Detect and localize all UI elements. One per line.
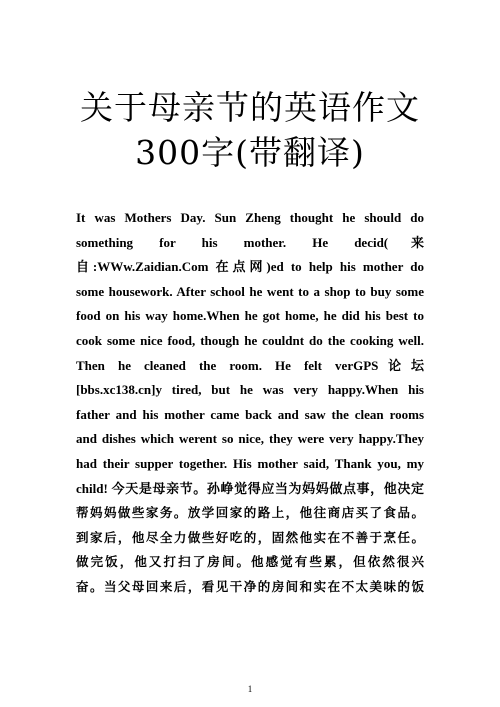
body-line: cook some nice food, though he couldnt do the cooking well. [76,332,424,348]
body-line: 自:WWw.Zaidian.Com 在点网)ed to help his mother do [76,259,424,275]
essay-body [76,206,424,600]
body-line: and dishes which werent so nice, they were very happy.They [76,431,424,447]
body-line: child! 今天是母亲节。孙峥觉得应当为妈妈做点事，他决定 [76,480,424,496]
body-line: 做完饭，他又打扫了房间。他感觉有些累，但依然很兴 [76,554,424,570]
body-line: father and his mother came back and saw the clean rooms [76,406,424,422]
document-title-line-1: 关于母亲节的英语作文 [80,88,420,127]
body-line: It was Mothers Day. Sun Zheng thought he should do [76,210,424,225]
body-line: something for his mother. He decid(来 [76,234,424,250]
body-line: 到家后，他尽全力做些好吃的，固然他实在不善于烹任。 [76,529,424,545]
body-line: food on his way home.When he got home, he did his best to [76,308,424,324]
document-title-line-2: 300字(带翻译) [135,133,365,172]
body-line: Then he cleaned the room. He felt verGPS论坛 [76,357,424,373]
page-number: 1 [247,684,253,694]
body-line: [bbs.xc138.cn]y tired, but he was very happy.When his [76,382,424,398]
body-line: had their supper together. His mother said, Thank you, my [76,455,424,471]
body-line: some housework. After school he went to a shop to buy some [76,283,424,299]
body-line: 奋。当父母回来后，看见干净的房间和实在不太美味的饭 [76,578,424,594]
body-line: 帮妈妈做些家务。放学回家的路上，他往商店买了食品。 [76,505,424,521]
